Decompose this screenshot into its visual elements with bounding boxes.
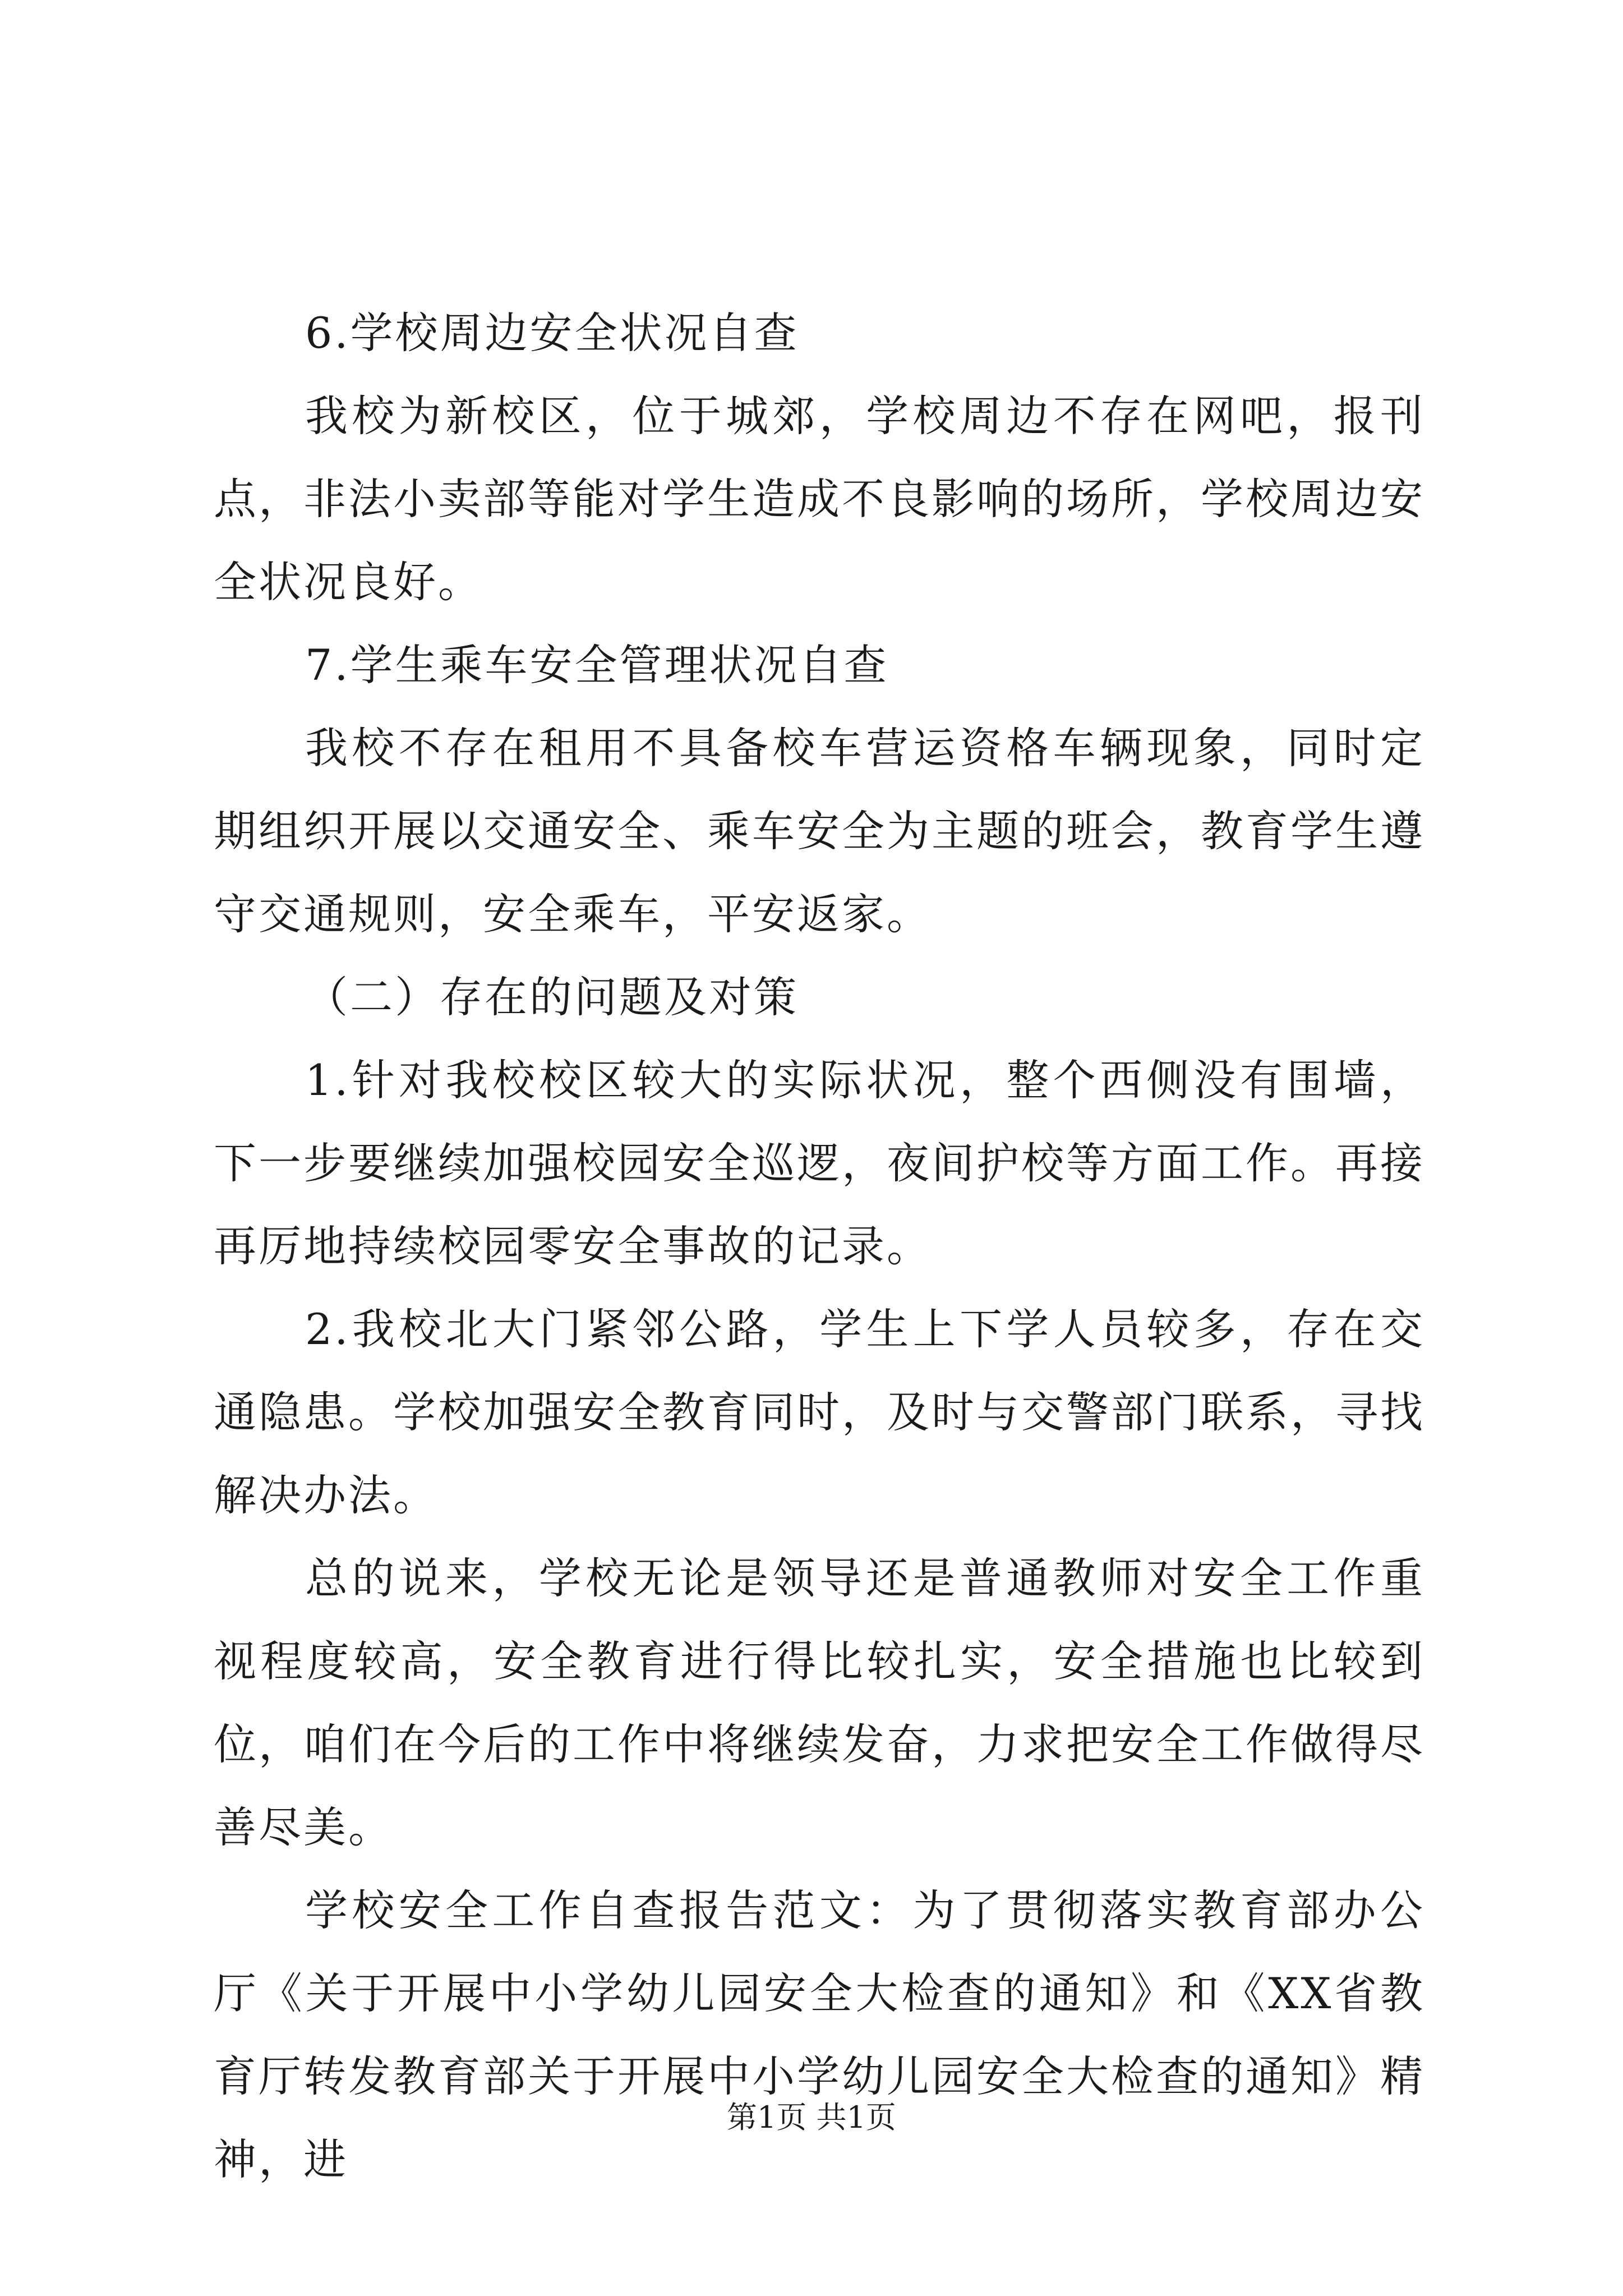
page-number-label: 第1页 共1页 [727,2100,896,2135]
paragraph-report-intro: 学校安全工作自查报告范文：为了贯彻落实教育部办公厅《关于开展中小学幼儿园安全大检查的通知》和《XX省教育厅转发教育部关于开展中小学幼儿园安全大检查的通知》精神，进 [214,1885,1425,2184]
paragraph-summary: 总的说来，学校无论是领导还是普通教师对安全工作重视程度较高，安全教育进行得比较扎实，安全措施也比较到位，咱们在今后的工作中将继续发奋，力求把安全工作做得尽善尽美。 [214,1553,1425,1852]
paragraph-surroundings: 我校为新校区，位于城郊，学校周边不存在网吧，报刊点，非法小卖部等能对学生造成不良影响的场所，学校周边安全状况良好。 [214,391,1425,607]
paragraph-problem-2: 2.我校北大门紧邻公路，学生上下学人员较多，存在交通隐患。学校加强安全教育同时，及时与交警部门联系，寻找解决办法。 [214,1304,1425,1520]
document-body [214,292,1425,2201]
section-heading-6: 6.学校周边安全状况自查 [305,308,799,358]
subsection-heading-problems: （二）存在的问题及对策 [305,972,799,1022]
paragraph-bus-safety: 我校不存在租用不具备校车营运资格车辆现象，同时定期组织开展以交通安全、乘车安全为主题的班会，教育学生遵守交通规则，安全乘车，平安返家。 [214,723,1425,939]
paragraph-problem-1: 1.针对我校校区较大的实际状况，整个西侧没有围墙，下一步要继续加强校园安全巡逻，夜间护校等方面工作。再接再厉地持续校园零安全事故的记录。 [214,1055,1425,1271]
page-footer [0,2098,1623,2137]
section-heading-7: 7.学生乘车安全管理状况自查 [305,640,889,690]
